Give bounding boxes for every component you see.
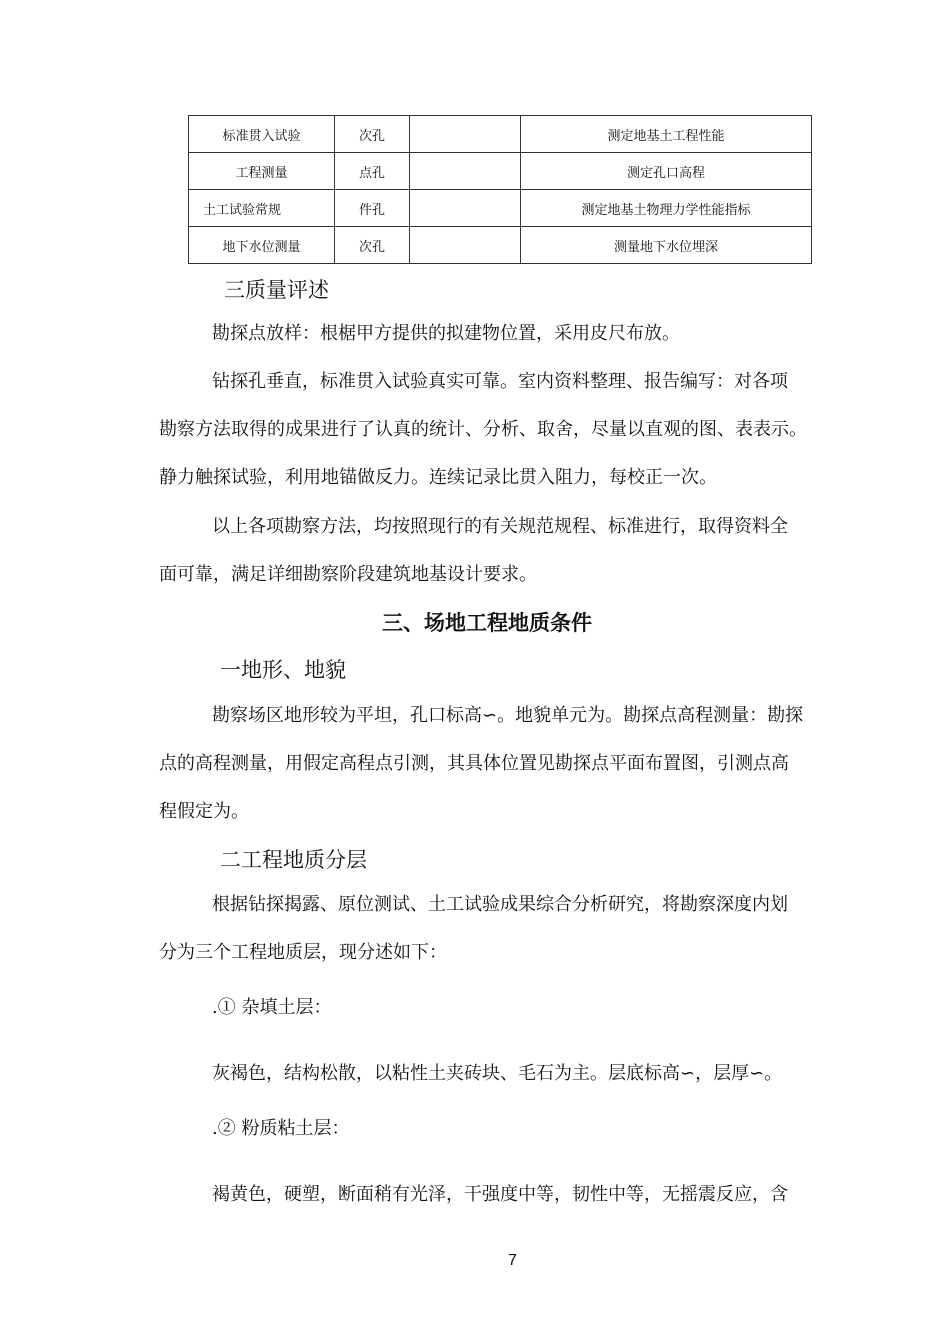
table-cell-item: 土工试验常规 (189, 190, 335, 227)
table-cell-unit: 次孔 (335, 116, 410, 153)
heading-quality-review: 三质量评述 (224, 278, 329, 302)
layer-title: .② 粉质粘土层： (212, 1118, 350, 1139)
page-number: 7 (508, 1252, 517, 1269)
paragraph-line: 点的高程测量，用假定高程点引测，其具体位置见勘探点平面布置图，引测点高 (159, 753, 789, 774)
table-row (189, 116, 812, 153)
table-cell-qty (410, 227, 521, 264)
paragraph-line: 勘察方法取得的成果进行了认真的统计、分析、取舍，尽量以直观的图、表表示。 (159, 419, 807, 440)
table-cell-unit: 次孔 (335, 227, 410, 264)
heading-terrain: 一地形、地貌 (220, 658, 346, 682)
paragraph-line: 静力触探试验，利用地锚做反力。连续记录比贯入阻力，每校正一次。 (159, 467, 717, 488)
paragraph-line: 程假定为。 (159, 801, 249, 822)
section-heading: 三、场地工程地质条件 (382, 611, 592, 635)
table-cell-purpose: 测定地基土工程性能 (521, 116, 812, 153)
paragraph-line: 面可靠，满足详细勘察阶段建筑地基设计要求。 (159, 564, 537, 585)
table-row (189, 227, 812, 264)
paragraph-line: 钻探孔垂直，标准贯入试验真实可靠。室内资料整理、报告编写：对各项 (212, 371, 788, 392)
heading-geological-layers: 二工程地质分层 (220, 848, 367, 872)
table-cell-qty (410, 190, 521, 227)
paragraph-line: 分为三个工程地质层，现分述如下： (159, 942, 447, 963)
survey-workload-table (188, 115, 812, 264)
paragraph-line: 勘探点放样：根椐甲方提供的拟建物位置，采用皮尺布放。 (212, 323, 680, 344)
table-cell-purpose: 测定地基土物理力学性能指标 (521, 190, 812, 227)
table-cell-item: 工程测量 (189, 153, 335, 190)
table-cell-unit: 件孔 (335, 190, 410, 227)
table-cell-unit: 点孔 (335, 153, 410, 190)
table-cell-purpose: 测定孔口高程 (521, 153, 812, 190)
table-cell-item: 地下水位测量 (189, 227, 335, 264)
table-cell-item: 标准贯入试验 (189, 116, 335, 153)
table-row (189, 153, 812, 190)
layer-description: 灰褐色，结构松散，以粘性土夹砖块、毛石为主。层底标高∽，层厚∽。 (212, 1063, 783, 1084)
layer-title: .① 杂填土层： (212, 997, 332, 1018)
table-cell-qty (410, 116, 521, 153)
paragraph-line: 以上各项勘察方法，均按照现行的有关规范规程、标准进行，取得资料全 (212, 516, 788, 537)
table-row (189, 190, 812, 227)
layer-description: 褐黄色，硬塑，断面稍有光泽，干强度中等，韧性中等，无摇震反应，含 (212, 1184, 788, 1205)
table-cell-qty (410, 153, 521, 190)
table-cell-purpose: 测量地下水位埋深 (521, 227, 812, 264)
paragraph-line: 勘察场区地形较为平坦，孔口标高∽。地貌单元为。勘探点高程测量：勘探 (212, 705, 804, 726)
paragraph-line: 根据钻探揭露、原位测试、土工试验成果综合分析研究，将勘察深度内划 (212, 894, 788, 915)
